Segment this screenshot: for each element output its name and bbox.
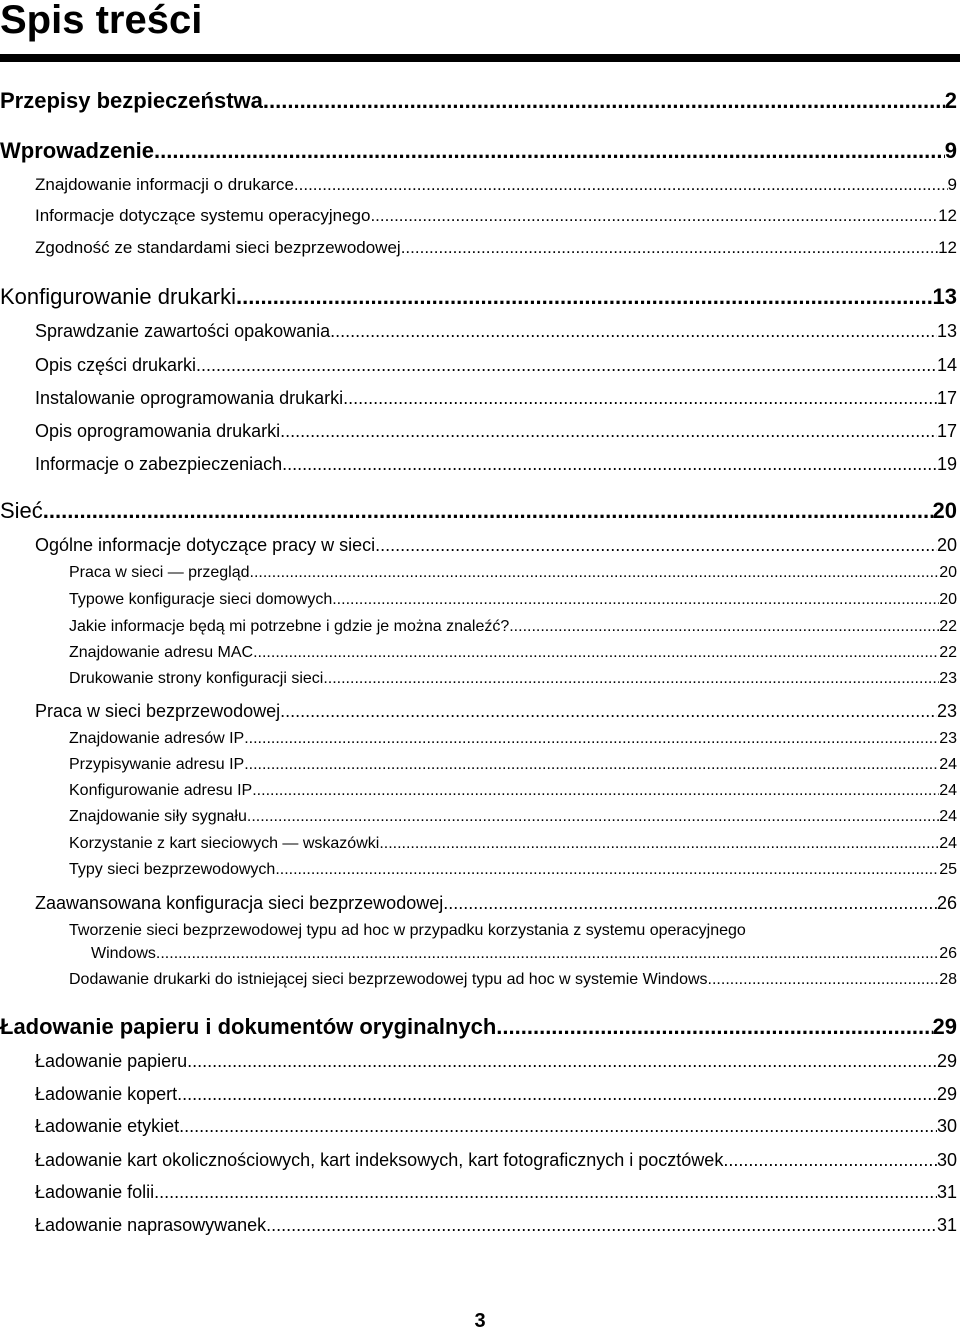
toc-entry-page: 23 [939,730,957,747]
toc-entry[interactable] [35,1114,957,1138]
toc-entry-page: 2 [944,88,957,113]
toc-entry[interactable] [69,859,957,881]
toc-entry-label: Opis części drukarki [35,355,197,375]
toc-leader-dots [343,386,937,410]
toc-entry-page: 23 [936,701,957,721]
toc-entry-label: Jakie informacje będą mi potrzebne i gdzie je można znaleźć? [69,618,510,635]
toc-entry[interactable] [69,562,957,584]
toc-entry-page: 31 [936,1215,957,1235]
toc-leader-dots [280,699,937,723]
toc-entry-page: 20 [939,564,957,581]
toc-entry-page: 22 [939,618,957,635]
toc-entry-page: 23 [939,670,957,687]
toc-leader-dots [282,452,937,476]
toc-leader-dots [154,1180,937,1204]
toc-entry-label: Instalowanie oprogramowania drukarki [35,388,344,408]
toc-entry-page: 12 [938,238,957,257]
toc-entry-label: Konfigurowanie adresu IP [69,782,253,799]
toc-entry[interactable] [35,419,957,443]
toc-entry-label: Wprowadzenie [0,138,155,163]
toc-entry-label: Ładowanie papieru i dokumentów oryginalnych [0,1014,497,1039]
toc-leader-dots [263,87,945,115]
toc-entry[interactable] [0,283,957,311]
toc-leader-dots [187,1049,937,1073]
toc-leader-dots [275,859,939,881]
toc-entry[interactable] [35,452,957,476]
toc-entry-page: 28 [939,971,957,988]
toc-entry-wrapped[interactable] [69,919,957,965]
toc-entry[interactable] [35,1180,957,1204]
toc-leader-dots [179,1114,937,1138]
toc-entry-label: Ładowanie etykiet [35,1116,180,1136]
toc-entry-label: Ładowanie folii [35,1182,155,1202]
toc-leader-dots [266,1213,937,1237]
toc-entry[interactable] [69,668,957,690]
toc-entry-label: Ładowanie naprasowywanek [35,1215,267,1235]
toc-entry-page: 13 [932,284,957,309]
toc-entry-page: 17 [936,421,957,441]
toc-entry-label: Zgodność ze standardami sieci bezprzewodowej [35,238,401,257]
toc-entry[interactable] [35,173,957,197]
toc-entry[interactable] [69,728,957,750]
toc-entry[interactable] [0,497,957,525]
toc-entry[interactable] [69,754,957,776]
toc-entry[interactable] [69,616,957,638]
toc-entry-page: 20 [936,535,957,555]
toc-entry-page: 24 [939,756,957,773]
toc-entry[interactable] [35,204,957,228]
toc-entry-label: Praca w sieci bezprzewodowej [35,701,281,721]
toc-entry[interactable] [35,891,957,915]
toc-leader-dots [244,728,939,750]
toc-leader-dots [280,419,937,443]
toc-entry[interactable] [35,319,957,343]
toc-entry[interactable] [69,780,957,802]
toc-leader-dots [294,173,948,197]
toc-entry-page: 19 [936,454,957,474]
toc-entry-label: Informacje dotyczące systemu operacyjnego [35,206,371,225]
toc-entry-label: Typy sieci bezprzewodowych [69,861,276,878]
toc-entry-page: 24 [939,808,957,825]
toc-entry[interactable] [69,969,957,991]
toc-entry-label: Ładowanie kart okolicznościowych, kart indeksowych, kart fotograficznych i pocztówek [35,1150,724,1170]
toc-entry-label: Ładowanie kopert [35,1084,178,1104]
toc-entry-label: Zaawansowana konfiguracja sieci bezprzewodowej [35,893,444,913]
toc-entry[interactable] [0,137,957,165]
toc-leader-dots [252,780,939,802]
toc-entry-label: Drukowanie strony konfiguracji sieci [69,670,324,687]
toc-leader-dots [401,236,938,260]
toc-entry-label: Znajdowanie adresu MAC [69,644,254,661]
toc-entry-label: Ładowanie papieru [35,1051,188,1071]
toc-entry-page: 24 [939,782,957,799]
toc-entry-page: 30 [936,1150,957,1170]
toc-entry-label: Praca w sieci — przegląd [69,564,250,581]
toc-entry-label: Informacje o zabezpieczeniach [35,454,283,474]
toc-entry-label: Typowe konfiguracje sieci domowych [69,591,333,608]
toc-entry[interactable] [69,589,957,611]
toc-leader-dots [247,806,939,828]
toc-leader-dots [443,891,937,915]
toc-leader-dots [496,1013,932,1041]
toc-leader-dots [154,137,945,165]
toc-entry-page: 14 [936,355,957,375]
toc-entry-label: Korzystanie z kart sieciowych — wskazówki [69,835,380,852]
toc-entry-page: 20 [939,591,957,608]
page-title: Spis treści [0,0,203,42]
toc-leader-dots [244,754,939,776]
toc-leader-dots [236,283,932,311]
toc-entry-label: Znajdowanie informacji o drukarce [35,175,294,194]
toc-leader-dots [250,562,940,584]
toc-entry[interactable] [35,353,957,377]
toc-leader-dots [379,833,939,855]
toc-entry-page: 13 [936,321,957,341]
toc-entry[interactable] [35,699,957,723]
toc-entry-label: Dodawanie drukarki do istniejącej sieci bezprzewodowej typu ad hoc w systemie Windows [69,971,708,988]
toc-leader-dots [323,668,939,690]
toc-entry[interactable] [69,833,957,855]
toc-entry-label: Sieć [0,498,43,523]
toc-leader-dots [332,589,939,611]
toc-entry[interactable] [35,533,957,557]
toc-entry[interactable] [35,386,957,410]
toc-leader-dots [708,969,940,991]
page-number: 3 [474,1310,486,1332]
toc-entry[interactable] [35,1148,957,1172]
toc-entry-page: 17 [936,388,957,408]
toc-entry-label: Przypisywanie adresu IP [69,756,245,773]
toc-entry-page: 29 [936,1051,957,1071]
toc-entry-page: 24 [939,835,957,852]
toc-entry-label: Sprawdzanie zawartości opakowania [35,321,331,341]
toc-entry-page: 29 [936,1084,957,1104]
toc-entry-label: Znajdowanie siły sygnału [69,808,247,825]
toc-leader-dots [196,353,937,377]
toc-entry-page: 22 [939,644,957,661]
toc-entry[interactable] [69,642,957,664]
toc-entry-label: Znajdowanie adresów IP [69,730,245,747]
toc-leader-dots [156,942,939,965]
toc-entry[interactable] [35,236,957,260]
toc-entry-page: 26 [936,893,957,913]
toc-entry-label-continued: Windows [91,945,156,962]
toc-entry-label: Tworzenie sieci bezprzewodowej typu ad hoc w przypadku korzystania z systemu operacyjnego [69,922,746,939]
toc-entry-label: Opis oprogramowania drukarki [35,421,281,441]
toc-entry-page: 20 [932,498,957,523]
toc-leader-dots [375,533,937,557]
toc-entry[interactable] [35,1049,957,1073]
toc-entry-page: 25 [939,861,957,878]
toc-entry-page: 29 [932,1014,957,1039]
toc-entry-page: 26 [939,945,957,962]
toc-entry-page: 12 [938,206,957,225]
toc-leader-dots [330,319,937,343]
toc-leader-dots [370,204,938,228]
toc-entry[interactable] [35,1082,957,1106]
toc-entry[interactable] [69,806,957,828]
toc-leader-dots [253,642,939,664]
toc-entry-label: Ogólne informacje dotyczące pracy w sieci [35,535,376,555]
toc-leader-dots [43,497,933,525]
toc-entry[interactable] [0,87,957,115]
toc-entry-page: 9 [947,175,957,194]
toc-leader-dots [509,616,939,638]
toc-entry-page: 31 [936,1182,957,1202]
toc-leader-dots [723,1148,937,1172]
toc-leader-dots [177,1082,937,1106]
toc-entry-label: Przepisy bezpieczeństwa [0,88,263,113]
toc-entry-label: Konfigurowanie drukarki [0,284,237,309]
title-rule [0,54,960,62]
toc-entry[interactable] [0,1013,957,1041]
toc-entry-page: 9 [944,138,957,163]
toc-entry[interactable] [35,1213,957,1237]
toc-entry-page: 30 [936,1116,957,1136]
